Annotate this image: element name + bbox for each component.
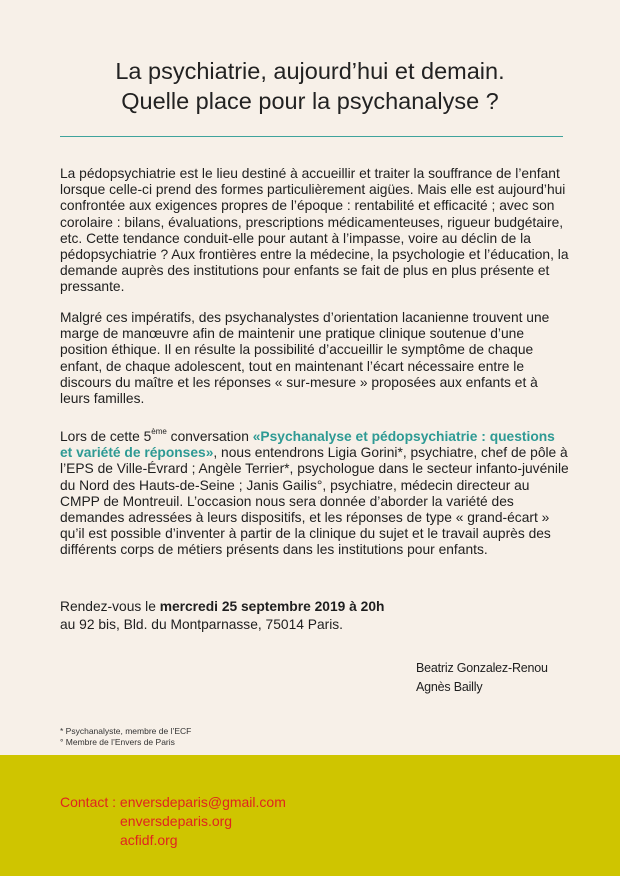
contact-label: Contact : [60, 794, 120, 810]
title-line-2: Quelle place pour la psychanalyse ? [121, 88, 499, 114]
paragraph-2: Malgré ces impératifs, des psychanalystes d’orientation lacanienne trouvent une marge de manœuvre afin de maintenir une pratique clinique soutenue d’une position éthique. Il en résulte la possibilité d’accueillir le symptôme de chaque enfant, de chaque adolescent, tout en maintenant l’écart nécessaire entre le discours du maître et les réponses « sur-mesure » proposées aux enfants et à leurs familles. [60, 310, 550, 407]
paragraph-3-intro2: conversation [166, 429, 253, 444]
ordinal-suffix: ème [151, 427, 167, 437]
title-divider [60, 136, 563, 137]
rendezvous-block [60, 598, 384, 634]
contact-site-link-1[interactable]: enversdeparis.org [120, 813, 233, 829]
contact-block [60, 793, 286, 850]
contact-email-link[interactable]: enversdeparis@gmail.com [119, 794, 286, 810]
paragraph-3-rest: , nous entendrons Ligia Gorini*, psychiatre, chef de pôle à l’EPS de Ville-Évrard ; Angèle Terrier*, psychologue dans le secteur infanto-juvénile du Nord des Hauts-de-Seine ; Janis Gailis°, psychiatre, médecin directeur au CMPP de Montreuil. L’occasion nous sera donnée d’aborder la variété des demandes adressées à leurs dispositifs, et les réponses de type « grand-écart » qu’il est possible d’inventer à partir de la clinique du sujet et le travail auprès des différents corps de métiers présents dans les institutions pour enfants. [60, 445, 569, 558]
contact-site-link-2[interactable]: acfidf.org [120, 832, 178, 848]
footnotes [60, 726, 191, 748]
rendezvous-prefix: Rendez-vous le [60, 599, 160, 614]
paragraph-1: La pédopsychiatrie est le lieu destiné à accueillir et traiter la souffrance de l’enfant lorsque celle-ci prend des formes particulièrement aigües. Mais elle est aujourd’hui confrontée aux exigences propres de l’époque : rentabilité et efficacité ; avec son corolaire : bilans, évaluations, prescriptions médicamenteuses, rigueur budgétaire, etc. Cette tendance conduit-elle pour autant à l’impasse, voire au déclin de la pédopsychiatrie ? Aux frontières entre la médecine, la psychologie et l’éducation, la demande auprès des institutions pour enfants se fait de plus en plus présente et pressante. [60, 166, 569, 295]
rendezvous-address: au 92 bis, Bld. du Montparnasse, 75014 Paris. [60, 617, 344, 632]
paragraph-3 [60, 429, 570, 559]
signature-2: Agnès Bailly [416, 680, 483, 694]
page-title [0, 56, 620, 116]
footnote-1: * Psychanalyste, membre de l’ECF [60, 726, 192, 736]
title-line-1: La psychiatrie, aujourd’hui et demain. [115, 58, 505, 84]
rendezvous-date: mercredi 25 septembre 2019 à 20h [159, 599, 385, 614]
paragraph-3-intro: Lors de cette 5 [60, 429, 152, 444]
conversation-title: «Psychanalyse et pédopsychiatrie : questions et variété de réponses» [60, 429, 555, 461]
signature-1: Beatriz Gonzalez-Renou [416, 661, 548, 675]
footnote-2: ° Membre de l’Envers de Paris [60, 737, 175, 747]
footer-band [0, 755, 620, 876]
signatures [416, 659, 548, 697]
